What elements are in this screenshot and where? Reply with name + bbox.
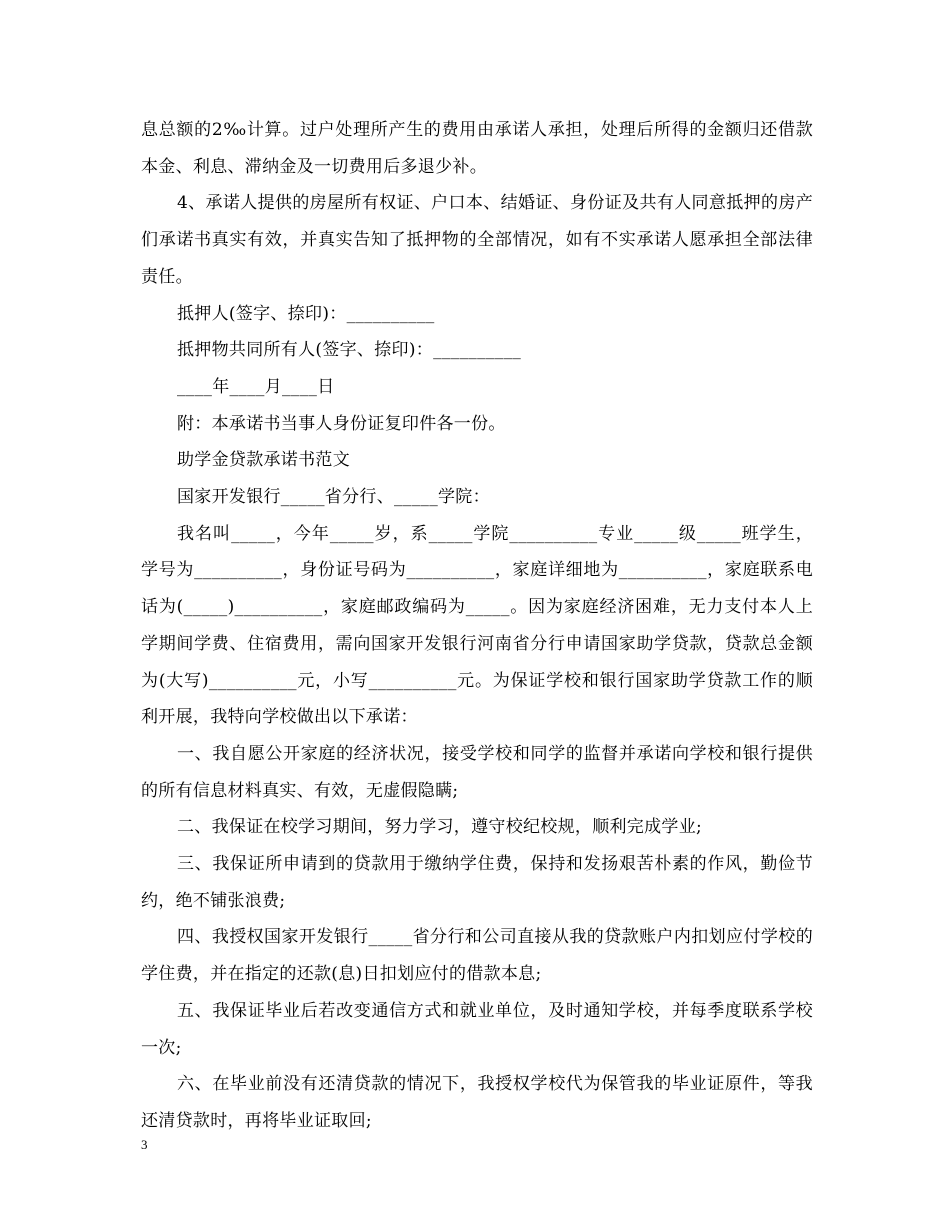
applicant-info-paragraph: 我名叫_____，今年_____岁，系_____学院__________专业_____级_____班学生，学号为__________，身份证号码为__________，家庭详细地为__________，家庭联系电话为(_____)__________，家庭邮政编码为_____。因为家庭经济困难，无力支付本人上学期间学费、住宿费用，需向国家开发银行河南省分行申请国家助学贷款，贷款总金额为(大写)__________元，小写__________元。为保证学校和银行国家助学贷款工作的顺利开展，我特向学校做出以下承诺： xyxy=(141,523,813,728)
commitment-item-4: 四、我授权国家开发银行_____省分行和公司直接从我的贷款账户内扣划应付学校的学住费，并在指定的还款(息)日扣划应付的借款本息; xyxy=(141,927,813,985)
commitment-item-3: 三、我保证所申请到的贷款用于缴纳学住费，保持和发扬艰苦朴素的作风，勤俭节约，绝不铺张浪费; xyxy=(141,854,813,911)
commitment-item-1: 一、我自愿公开家庭的经济状况，接受学校和同学的监督并承诺向学校和银行提供的所有信息材料真实、有效，无虚假隐瞒; xyxy=(141,743,813,801)
paragraph-1: 息总额的2‰计算。过户处理所产生的费用由承诺人承担，处理后所得的金额归还借款本金、利息、滞纳金及一切费用后多退少补。 xyxy=(141,120,813,177)
document-body xyxy=(141,112,813,1140)
mortgagor-signature-line: 抵押人(签字、捺印)：__________ xyxy=(177,303,435,324)
co-owner-signature-line: 抵押物共同所有人(签字、捺印)：__________ xyxy=(177,340,522,361)
addressee-line: 国家开发银行_____省分行、_____学院： xyxy=(177,487,490,508)
commitment-item-6: 六、在毕业前没有还清贷款的情况下，我授权学校代为保管我的毕业证原件，等我还清贷款时，再将毕业证取回; xyxy=(141,1074,813,1131)
commitment-item-5: 五、我保证毕业后若改变通信方式和就业单位，及时通知学校，并每季度联系学校一次; xyxy=(141,1000,813,1058)
page-number: 3 xyxy=(141,1137,148,1152)
date-line: ____年____月____日 xyxy=(177,376,335,397)
commitment-item-2: 二、我保证在校学习期间，努力学习，遵守校纪校规，顺利完成学业; xyxy=(177,817,703,838)
paragraph-2: 4、承诺人提供的房屋所有权证、户口本、结婚证、身份证及共有人同意抵押的房产们承诺书真实有效，并真实告知了抵押物的全部情况，如有不实承诺人愿承担全部法律责任。 xyxy=(141,193,813,287)
attachment-note: 附：本承诺书当事人身份证复印件各一份。 xyxy=(177,413,506,434)
section-title: 助学金贷款承诺书范文 xyxy=(177,450,350,471)
